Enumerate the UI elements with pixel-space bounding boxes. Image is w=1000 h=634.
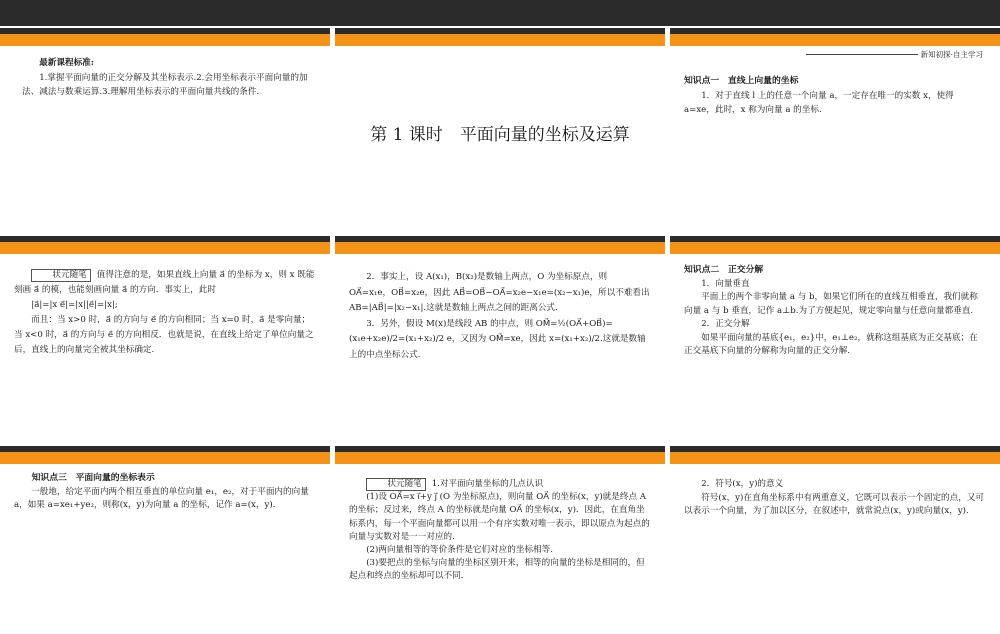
note-paragraph-2: 而且：当 x>0 时，a⃗ 的方向与 e⃗ 的方向相同；当 x=0 时，a⃗ 是零向量；当 x<0 时，a⃗ 的方向与 e⃗ 的方向相反．也就是说，在直线上给定了单位向量之后，直线上的向量完全被其坐标确定. [14,315,314,355]
slide-header-orange [335,452,665,464]
slide-5-thumbnail[interactable] [335,236,665,424]
slide-text: 一般地，给定平面内两个相互垂直的单位向量 e₁，e₂，对于平面内的向量 a，如果 a=xe₁+ye₂，则称(x，y)为向量 a 的坐标，记作 a=(x，y). [14,486,309,510]
subheading: 2．符号(x，y)的意义 [701,479,784,489]
note-paragraph-1: (1)设 OA⃗=x i⃗+y j⃗ (O 为坐标原点)，则向量 OA⃗ 的坐标(x，y)就是终点 A 的坐标；反过来，终点 A 的坐标就是向量 OA⃗ 的坐标(x，y)．因此，在直角坐标系内，每一个平面向量都可以用一个有序实数对唯一表示，即以原点为起点的向量与实数对是一一对应的. [349,492,650,542]
note-paragraph-3: (3)要把点的坐标与向量的坐标区别开来，相等的向量的坐标是相同的，但起点和终点的坐标却可以不同. [349,558,645,582]
slide-3-thumbnail[interactable] [670,28,1000,216]
subheading-1: 1．向量垂直 [701,278,750,289]
note-formula: |a⃗|=|x e⃗|=|x||e⃗|=|x|; [31,300,118,310]
slide-text: 符号(x，y)在直角坐标系中有两重意义，它既可以表示一个固定的点，又可以表示一个向量，为了加以区分，在叙述中，就常说点(x，y)或向量(x，y). [684,492,985,516]
note-tag: 状元随笔 [31,269,91,282]
note-paragraph-2: (2)两向量相等的等价条件是它们对应的坐标相等. [366,545,553,556]
slide-header-orange [335,34,665,46]
slide-header-orange [670,242,1000,254]
banner-label: 新知初探·自主学习 [918,49,986,60]
section-heading: 知识点三 平面向量的坐标表示 [31,473,155,483]
slide-header-orange [335,242,665,254]
slide-header-orange [670,34,1000,46]
slide-header-orange [0,242,330,254]
top-dark-bar [0,0,1000,26]
slide-4-thumbnail[interactable] [0,236,330,424]
slide-6-thumbnail[interactable] [670,236,1000,424]
slide-paragraph-1: 平面上的两个非零向量 a 与 b，如果它们所在的直线互相垂直，我们就称向量 a 与 b 垂直，记作 a⊥b.为了方便起见，规定零向量与任意向量都垂直. [684,292,978,316]
section-heading: 知识点二 正交分解 [684,265,764,275]
subheading-2: 2．正交分解 [701,319,750,329]
slide-8-thumbnail[interactable] [335,446,665,634]
slide-1-thumbnail[interactable] [0,28,330,216]
slide-header-orange [0,34,330,46]
slide-header-orange [670,452,1000,464]
lesson-title: 第 1 课时 平面向量的坐标及运算 [370,125,630,145]
slide-text: 1．对于直线 l 上的任意一个向量 a，一定存在唯一的实数 x，使得 a=xe，此时，x 称为向量 a 的坐标. [684,90,954,115]
slide-9-thumbnail[interactable] [670,446,1000,634]
slide-paragraph-2: 3．另外，假设 M(x)是线段 AB 的中点，则 OM⃗=½(OA⃗+OB⃗)=(x₁e+x₂e)/2=(x₁+x₂)/2 e，又因为 OM⃗=xe，因此 x=(x₁+x₂)/2.这就是数轴上的中点坐标公式. [349,318,646,360]
slide-text: 1.掌握平面向量的正交分解及其坐标表示.2.会用坐标表示平面向量的加法、减法与数乘运算.3.理解用坐标表示的平面向量共线的条件. [22,72,308,97]
slide-heading: 最新课程标准: [39,58,94,68]
slide-7-thumbnail[interactable] [0,446,330,634]
slide-2-thumbnail[interactable] [335,28,665,216]
note-tag: 状元随笔 [366,478,426,491]
note-heading: 1.对平面向量坐标的几点认识 [431,479,544,489]
note-paragraph-1: 值得注意的是，如果直线上向量 a⃗ 的坐标为 x，则 x 既能刻画 a⃗ 的模，也能刻画向量 a⃗ 的方向．事实上，此时 [14,270,315,295]
slide-header-orange [0,452,330,464]
slide-paragraph-1: 2．事实上，设 A(x₁)，B(x₂)是数轴上两点，O 为坐标原点，则 OA⃗=x₁e，OB⃗=x₂e，因此 AB⃗=OB⃗−OA⃗=x₂e−x₁e=(x₂−x₁)e，所以不难看出 AB=|AB⃗|=|x₂−x₁|.这就是数轴上两点之间的距离公式. [349,272,650,313]
section-heading: 知识点一 直线上向量的坐标 [684,76,799,86]
slide-paragraph-2: 如果平面向量的基底{e₁，e₂}中，e₁⊥e₂，就称这组基底为正交基底；在正交基底下向量的分解称为向量的正交分解. [684,332,978,356]
section-banner [806,50,986,67]
